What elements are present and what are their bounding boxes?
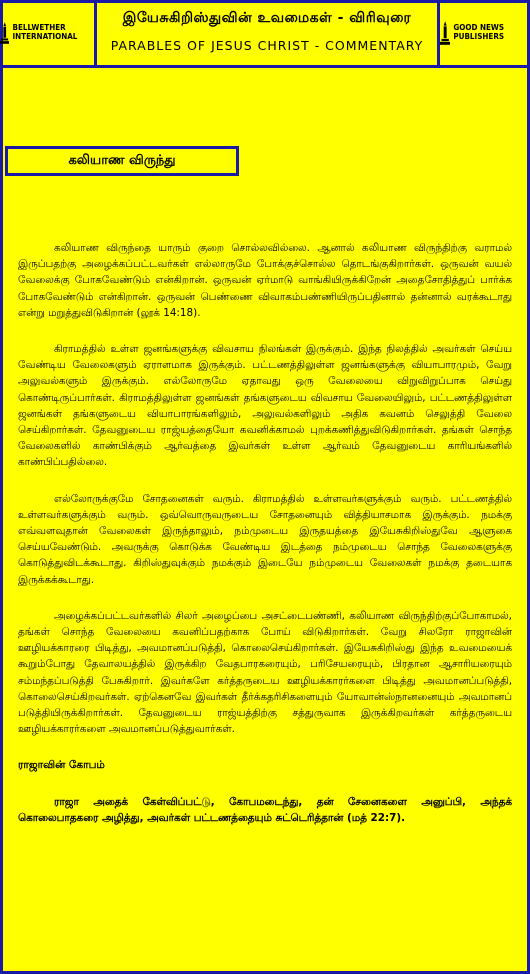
bold-paragraph: ராஜா அதைக் கேள்விப்பட்டு, கோபமடைந்து, தன் சேனைகளை அனுப்பி, அந்தக் கொலைபாதகரை அழித்து, அவர்கள் பட்டணத்தையும் சுட்டெரித்தான் (மத் 22:7). <box>18 795 512 824</box>
good-news-logo-text: GOOD NEWS PUBLISHERS <box>453 22 505 41</box>
publisher-logo-text: BELLWETHER INTERNATIONAL <box>12 22 78 41</box>
lamp-icon <box>0 15 9 51</box>
section-title-box <box>5 146 239 176</box>
header-right-logo-box <box>440 0 530 68</box>
subheading: ராஜாவின் கோபம் <box>18 759 105 772</box>
header-left-logo-box <box>0 0 97 68</box>
article-body <box>18 240 512 846</box>
header-title-box <box>97 0 440 68</box>
header-title-english: PARABLES OF JESUS CHRIST - COMMENTARY <box>110 38 424 53</box>
paragraph: கலியாண விருந்தை யாரும் குறை சொல்லவில்லை. ஆனால் கலியாண விருந்திற்கு வராமல் இருப்பதற்கு அழைக்கப்பட்டவர்கள் எல்லாருமே போக்குச்சொல்ல தொடங்குகிறார்கள். ஒருவன் வயல் வேலைக்கு போகவேண்டும் என்கிறான். ஒருவன் ஏர்மாடு வாங்கியிருக்கிறேன் அதைசோதித்துப் பார்க்க போகவேண்டும் என்கிறான். ஒருவன் பெண்ணை விவாகம்பண்ணியிருப்பதினால் தன்னால் வரக்கூடாது என்று மறுத்துவிடுகிறான் (லூக் 14:18). <box>18 242 512 319</box>
header-title-tamil: இயேசுகிறிஸ்துவின் உவமைகள் - விரிவுரை <box>122 10 412 26</box>
paragraph: கிராமத்தில் உள்ள ஜனங்களுக்கு விவசாய நிலங்கள் இருக்கும். இந்த நிலத்தில் அவர்கள் செய்ய வேண்டிய வேலைகளும் ஏராளமாக இருக்கும். பட்டணத்திலுள்ள ஜனங்களுக்கு வியாபாரமும், வேறு அலுவல்களும் இருக்கும். எல்லோருமே ஏதாவது ஒரு வேலையை விறுவிறுப்பாக செய்து கொண்டிருப்பார்கள். கிராமத்திலுள்ள ஜனங்கள் தங்களுடைய விவசாய வேலையிலும், பட்டணத்திலுள்ள ஜனங்கள் தங்களுடைய வியாபாரங்களிலும், அலுவல்களிலும் அதிக கவனம் செலுத்தி வேலை செய்கிறார்கள். தேவனுடைய ராஜ்யத்தையோ கவனிக்காமல் புறக்கணித்துவிடுகிறார்கள். தங்கள் சொந்த வேலைகளில் காண்பிக்கும் ஆர்வத்தை இவர்கள் உள்ள ஆர்வம் தேவனுடைய காரியங்களில் காண்பிப்பதில்லை. <box>18 343 512 469</box>
section-title: கலியாண விருந்து <box>68 153 176 168</box>
lamp-icon <box>440 15 450 51</box>
paragraph: எல்லோருக்குமே சோதனைகள் வரும். கிராமத்தில் உள்ளவர்களுக்கும் வரும். பட்டணத்தில் உள்ளவர்களுக்கும் வரும். ஒவ்வொருவருடைய சோதனையும் வித்தியாசமாக இருக்கும். நமக்கு எவ்வளவுதான் வேலைகள் இருந்தாலும், நம்முடைய இருதயத்தை இயேசுகிறிஸ்துவே ஆளுகை செய்யவேண்டும். அவருக்கு கொடுக்க வேண்டிய இடத்தை நம்முடைய சொந்த வேலைகளுக்கு கொடுத்துவிடக்கூடாது. கிறிஸ்துவுக்கும் நமக்கும் இடையே நம்முடைய வேலைகள் நமக்கு தடையாக இருக்கக்கூடாது. <box>18 492 512 586</box>
paragraph: அழைக்கப்பட்டவர்களில் சிலர் அழைப்பை அசட்டைபண்ணி, கலியாண விருந்திற்குப்போகாமல், தங்கள் சொந்த வேலையை கவனிப்பதற்காக போய் விடுகிறார்கள். வேறு சிலரோ ராஜாவின் ஊழியக்காரரை பிடித்து, அவமானப்படுத்தி, கொலைசெய்கிறார்கள். இயேசுகிறிஸ்து இந்த உவமையைக் கூறும்போது தேவாலயத்தில் இருக்கிற வேதபாரகரையும், பரிசேயரையும், பிரதான ஆசாரியரையும் சம்மந்தப்படுத்தி பேசுகிறார். இவர்களே கர்த்தருடைய ஊழியக்காரர்களை பிடித்து அவமானப்படுத்தி, கொலைசெய்கிறவர்கள். ஏற்கெனவே இவர்கள் தீர்க்கதரிசிகளையும் யோவான்ஸ்நானனையும் அவமானப் படுத்தியிருக்கிறார்கள். தேவனுடைய ராஜ்யத்திற்கு சத்துருவாக இருக்கிறவர்கள் கர்த்தருடைய ஊழியக்காரர்களை அவமானப்படுத்துவார்கள். <box>18 609 512 736</box>
